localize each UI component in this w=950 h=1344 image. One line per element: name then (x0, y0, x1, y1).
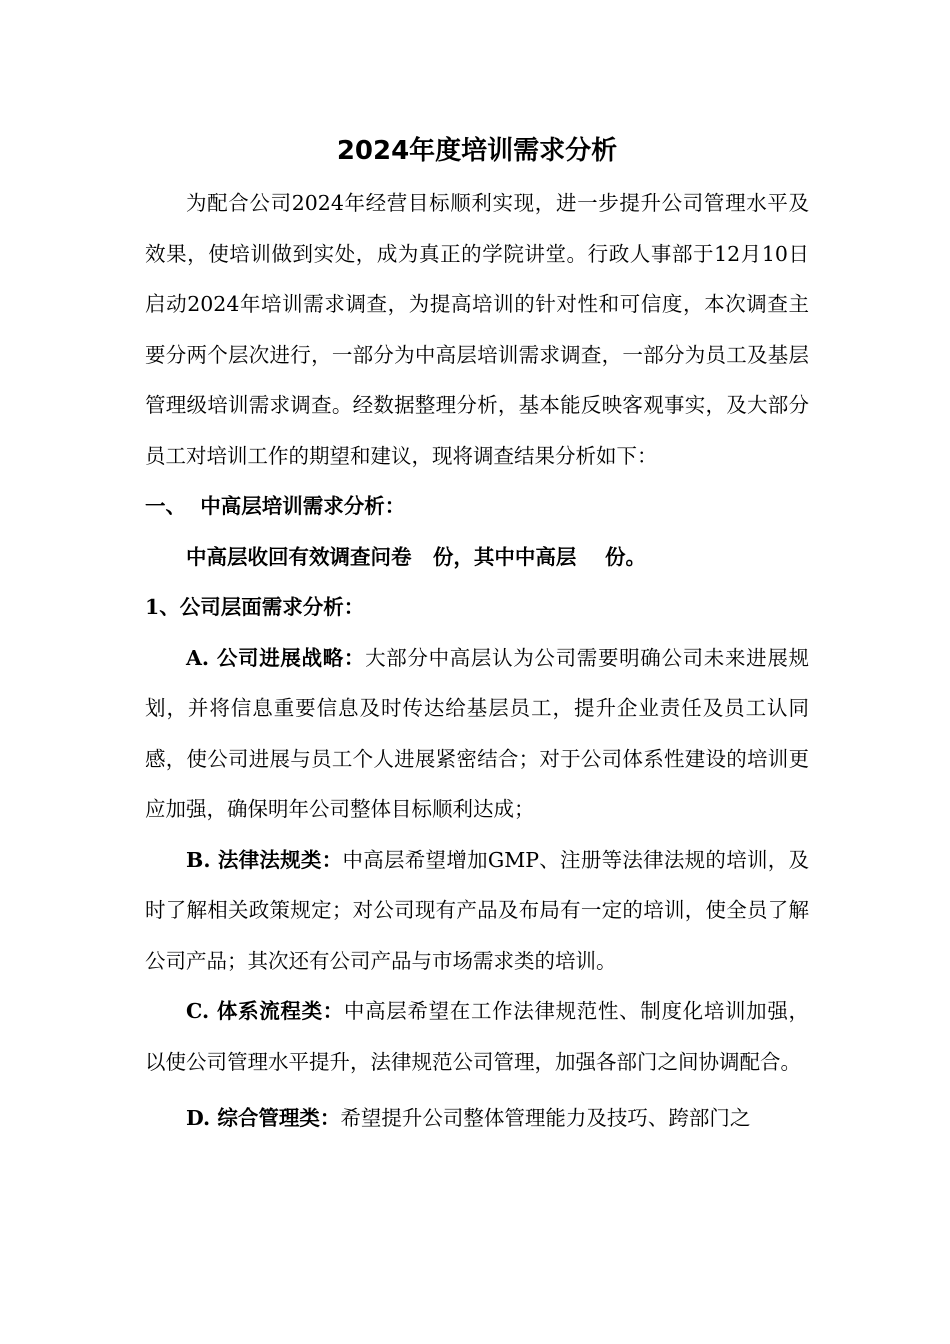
item-paragraph-b (145, 835, 809, 987)
item-paragraph-c (145, 986, 809, 1087)
item-label-b: B. 法律法规类： (186, 847, 343, 872)
document-page (145, 128, 809, 1144)
survey-summary: 中高层收回有效调查问卷 份，其中中高层 份。 (186, 544, 646, 569)
item-text-b: 中高层希望增加GMP、注册等法律法规的培训，及时了解相关政策规定；对公司现有产品及布局有一定的培训，使全员了解公司产品；其次还有公司产品与市场需求类的培训。 (145, 847, 809, 973)
item-text-a: 大部分中高层认为公司需要明确公司未来进展规划，并将信息重要信息及时传达给基层员工，提升企业责任及员工认同感，使公司进展与员工个人进展紧密结合；对于公司体系性建设的培训更应加强，确保明年公司整体目标顺利达成； (145, 645, 809, 821)
item-text-d: 希望提升公司整体管理能力及技巧、跨部门之 (340, 1106, 751, 1130)
item-label-d: D. 综合管理类： (186, 1106, 341, 1130)
intro-paragraph: 为配合公司2024年经营目标顺利实现，进一步提升公司管理水平及效果，使培训做到实处，成为真正的学院讲堂。行政人事部于12月10日启动2024年培训需求调查，为提高培训的针对性和可信度，本次调查主要分两个层次进行，一部分为中高层培训需求调查，一部分为员工及基层管理级培训需求调查。经数据整理分析，基本能反映客观事实，及大部分员工对培训工作的期望和建议，现将调查结果分析如下： (145, 191, 809, 468)
subsection-heading: 1、公司层面需求分析： (145, 595, 365, 619)
item-text-c: 中高层希望在工作法律规范性、制度化培训加强，以使公司管理水平提升，法律规范公司管理，加强各部门之间协调配合。 (145, 999, 809, 1074)
item-label-c: C. 体系流程类： (186, 999, 344, 1023)
document-title: 2024年度培训需求分析 (336, 136, 618, 166)
item-paragraph-d (145, 1093, 809, 1144)
section-heading: 一、 中高层培训需求分析： (145, 494, 406, 518)
item-label-a: A. 公司进展战略： (186, 645, 366, 670)
item-paragraph-a (145, 633, 809, 835)
